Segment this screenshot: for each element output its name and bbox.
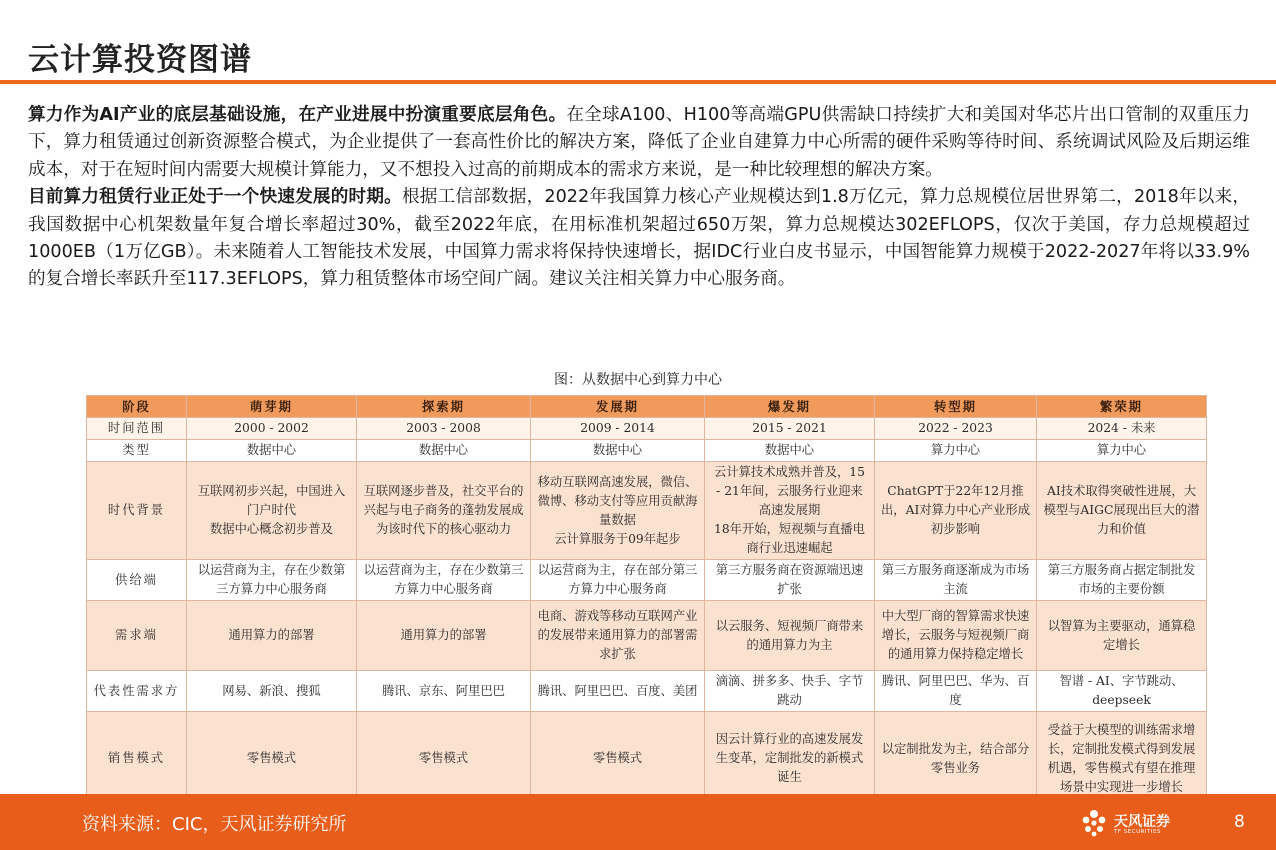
table-row — [87, 560, 1207, 601]
table-cell: 智谱 - AI、字节跳动、deepseek — [1037, 671, 1207, 712]
paragraph-1-lead: 算力作为AI产业的底层基础设施，在产业进展中扮演重要底层角色。 — [28, 105, 567, 125]
table-cell: 腾讯、阿里巴巴、百度、美团 — [531, 671, 705, 712]
table-cell: 数据中心 — [705, 440, 875, 462]
table-cell: 2000 - 2002 — [187, 418, 357, 440]
table-cell: 受益于大模型的训练需求增长，定制批发模式得到发展机遇，零售模式有望在推理场景中实现进一步增长 — [1037, 712, 1207, 806]
paragraph-1 — [28, 102, 1250, 184]
table-cell: 电商、游戏等移动互联网产业的发展带来通用算力的部署需求扩张 — [531, 601, 705, 671]
table-cell: 2022 - 2023 — [875, 418, 1037, 440]
row-label: 代表性需求方 — [87, 671, 187, 712]
table-cell: 算力中心 — [1037, 440, 1207, 462]
table-cell: 算力中心 — [875, 440, 1037, 462]
logo-english: TF SECURITIES — [1114, 829, 1161, 835]
logo-name: 天风证券 — [1114, 814, 1170, 830]
table-cell: 2009 - 2014 — [531, 418, 705, 440]
table-cell: 互联网逐步普及，社交平台的兴起与电子商务的蓬勃发展成为该时代下的核心驱动力 — [357, 462, 531, 560]
header-stage: 繁荣期 — [1037, 396, 1207, 418]
table-cell: 数据中心 — [187, 440, 357, 462]
page-number: 8 — [1234, 812, 1245, 832]
row-label: 需求端 — [87, 601, 187, 671]
table-cell: 以运营商为主，存在少数第三方算力中心服务商 — [187, 560, 357, 601]
table-cell: 通用算力的部署 — [357, 601, 531, 671]
table-header-row — [87, 396, 1207, 418]
table-cell: 以定制批发为主，结合部分零售业务 — [875, 712, 1037, 806]
table-cell: 第三方服务商占据定制批发市场的主要份额 — [1037, 560, 1207, 601]
header-stage: 萌芽期 — [187, 396, 357, 418]
title-divider — [0, 80, 1276, 84]
table-row — [87, 601, 1207, 671]
table-cell: 2015 - 2021 — [705, 418, 875, 440]
table-cell: 第三方服务商在资源端迅速扩张 — [705, 560, 875, 601]
table-cell: 滴滴、拼多多、快手、字节跳动 — [705, 671, 875, 712]
table-cell: 通用算力的部署 — [187, 601, 357, 671]
table-row — [87, 712, 1207, 806]
table-cell: 零售模式 — [357, 712, 531, 806]
table-cell: 零售模式 — [187, 712, 357, 806]
table-row — [87, 418, 1207, 440]
header-stage: 探索期 — [357, 396, 531, 418]
table-cell: 零售模式 — [531, 712, 705, 806]
table-cell: 以运营商为主，存在部分第三方算力中心服务商 — [531, 560, 705, 601]
table-cell: 移动互联网高速发展，微信、微博、移动支付等应用贡献海量数据 云计算服务于09年起步 — [531, 462, 705, 560]
row-label: 时间范围 — [87, 418, 187, 440]
table-cell: 腾讯、京东、阿里巴巴 — [357, 671, 531, 712]
table-cell: 云计算技术成熟并普及，15 - 21年间，云服务行业迎来高速发展期 18年开始，短视频与直播电商行业迅速崛起 — [705, 462, 875, 560]
table-cell: ChatGPT于22年12月推出，AI对算力中心产业形成初步影响 — [875, 462, 1037, 560]
row-label: 销售模式 — [87, 712, 187, 806]
table-cell: 互联网初步兴起，中国进入门户时代 数据中心概念初步普及 — [187, 462, 357, 560]
row-label: 供给端 — [87, 560, 187, 601]
header-stage-label: 阶段 — [87, 396, 187, 418]
table-cell: 腾讯、阿里巴巴、华为、百度 — [875, 671, 1037, 712]
paragraph-2-lead: 目前算力租赁行业正处于一个快速发展的时期。 — [28, 187, 402, 208]
table-row — [87, 671, 1207, 712]
table-cell: 2024 - 未来 — [1037, 418, 1207, 440]
table-cell: 数据中心 — [531, 440, 705, 462]
table-cell: 数据中心 — [357, 440, 531, 462]
table-cell: AI技术取得突破性进展，大模型与AIGC展现出巨大的潜力和价值 — [1037, 462, 1207, 560]
table-row — [87, 462, 1207, 560]
row-label: 类型 — [87, 440, 187, 462]
table-cell: 中大型厂商的智算需求快速增长，云服务与短视频厂商的通用算力保持稳定增长 — [875, 601, 1037, 671]
table-cell: 以云服务、短视频厂商带来的通用算力为主 — [705, 601, 875, 671]
figure-caption: 图：从数据中心到算力中心 — [554, 372, 722, 388]
table-cell: 以运营商为主，存在少数第三方算力中心服务商 — [357, 560, 531, 601]
body-text — [28, 102, 1250, 294]
table-cell: 第三方服务商逐渐成为市场主流 — [875, 560, 1037, 601]
header-stage: 爆发期 — [705, 396, 875, 418]
paragraph-1-text: 在全球A100、H100等高端GPU供需缺口持续扩大和美国对华芯片出口管制的双重压力下，算力租赁通过创新资源整合模式，为企业提供了一套高性价比的解决方案，降低了企业自建算力中心所需的硬件采购等待时间、系统调试风险及后期运维成本，对于在短时间内需要大规模计算能力，又不想投入过高的前期成本的需求方来说，是一种比较理想的解决方案。 — [28, 105, 1250, 180]
table-cell: 2003 - 2008 — [357, 418, 531, 440]
stage-table — [86, 395, 1206, 794]
header-stage: 转型期 — [875, 396, 1037, 418]
table-cell: 以智算为主要驱动，通算稳定增长 — [1037, 601, 1207, 671]
row-label: 时代背景 — [87, 462, 187, 560]
paragraph-2-text: 根据工信部数据，2022年我国算力核心产业规模达到1.8万亿元，算力总规模位居世界第二，2018年以来，我国数据中心机架数量年复合增长率超过30%，截至2022年底，在用标准机架超过650万架，算力总规模达302EFLOPS，仅次于美国，存力总规模超过1000EB（1万亿GB）。未来随着人工智能技术发展，中国算力需求将保持快速增长，据IDC行业白皮书显示，中国智能算力规模于2022-2027年将以33.9%的复合增长率跃升至117.3EFLOPS，算力租赁整体市场空间广阔。建议关注相关算力中心服务商。 — [28, 187, 1250, 290]
page-title: 云计算投资图谱 — [28, 42, 252, 78]
source-note: 资料来源：CIC，天风证券研究所 — [82, 814, 347, 835]
table-row — [87, 440, 1207, 462]
table-cell: 网易、新浪、搜狐 — [187, 671, 357, 712]
header-stage: 发展期 — [531, 396, 705, 418]
table-cell: 因云计算行业的高速发展发生变革，定制批发的新模式诞生 — [705, 712, 875, 806]
paragraph-2 — [28, 184, 1250, 294]
